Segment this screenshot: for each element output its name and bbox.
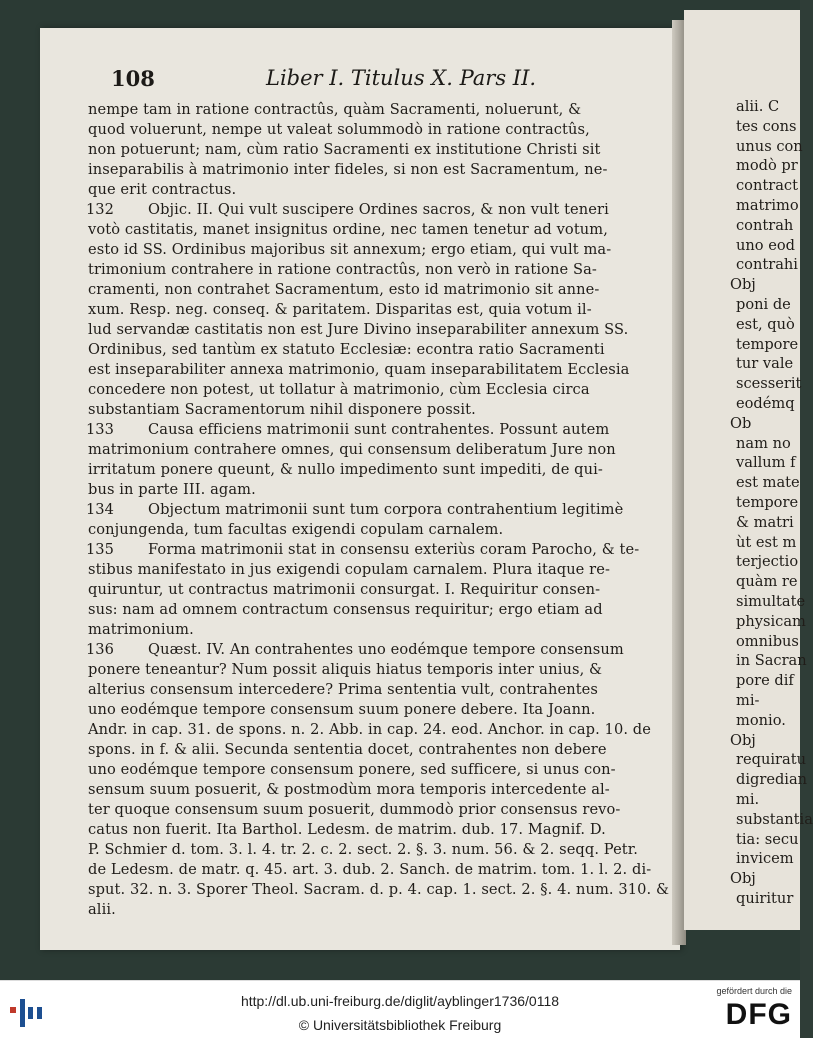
text-line: Objic. II. Qui vult suscipere Ordines sacros, & non vult teneri bbox=[148, 201, 609, 218]
page-header bbox=[76, 66, 676, 96]
right-text-line: ùt est m bbox=[736, 533, 797, 551]
right-text-line: digredian bbox=[736, 771, 808, 789]
text-line: substantiam Sacramentorum nihil disponere possit. bbox=[88, 401, 476, 418]
right-text-line: unus con bbox=[736, 137, 803, 155]
right-text-line: & matri bbox=[736, 513, 794, 531]
right-text-line: contrahi bbox=[736, 256, 798, 274]
text-line: lud servandæ castitatis non est Jure Divino inseparabiliter annexum SS. bbox=[88, 321, 629, 338]
right-text-line: est, quò bbox=[736, 315, 795, 333]
right-text-line: contract bbox=[736, 177, 798, 195]
right-text-line: matrimo bbox=[736, 197, 799, 214]
text-line: uno eodémque tempore consensum ponere, sed sufficere, si unus con- bbox=[88, 761, 616, 778]
paragraph-number: 136 bbox=[86, 641, 114, 658]
text-line: catus non fuerit. Ita Barthol. Ledesm. de matrim. dub. 17. Magnif. D. bbox=[88, 821, 606, 838]
text-line: conjungenda, tum facultas exigendi copulam carnalem. bbox=[88, 521, 504, 538]
right-text-line: substantia bbox=[736, 810, 813, 828]
right-text-line: monio. bbox=[736, 711, 786, 729]
right-text-line: pore dif bbox=[736, 672, 794, 690]
right-text-line: requiratu bbox=[736, 751, 806, 769]
right-text-line: quàm re bbox=[736, 573, 798, 591]
right-text-line: alii. C bbox=[736, 98, 780, 115]
text-line: P. Schmier d. tom. 3. l. 4. tr. 2. c. 2. sect. 2. §. 3. num. 56. & 2. seqq. Petr. bbox=[88, 841, 638, 858]
text-line: sput. 32. n. 3. Sporer Theol. Sacram. d. p. 4. cap. 1. sect. 2. §. 4. num. 310. & bbox=[88, 881, 670, 898]
right-text-line: tempore bbox=[736, 335, 799, 353]
text-line: de Ledesm. de matr. q. 45. art. 3. dub. 2. Sanch. de matrim. tom. 1. l. 2. di- bbox=[88, 861, 652, 878]
text-line: Andr. in cap. 31. de spons. n. 2. Abb. in cap. 24. eod. Anchor. in cap. 10. de bbox=[88, 721, 651, 738]
right-text-line: Obj bbox=[730, 276, 756, 294]
text-line: stibus manifestato in jus exigendi copulam carnalem. Plura itaque re- bbox=[88, 561, 611, 578]
right-text-line: simultate bbox=[736, 593, 806, 610]
text-line: matrimonium contrahere omnes, qui consensum deliberatum Jure non bbox=[88, 441, 616, 458]
text-line: Forma matrimonii stat in consensu exteriùs coram Parocho, & te- bbox=[148, 541, 640, 558]
text-line: concedere non potest, ut tollatur à matrimonio, cùm Ecclesia circa bbox=[88, 381, 590, 398]
funder-label: gefördert durch die bbox=[716, 986, 792, 996]
text-line: sensum suum posuerit, & postmodùm mora temporis intercedente al- bbox=[88, 781, 610, 798]
right-text-line: contrah bbox=[736, 216, 794, 234]
text-line: uno eodémque tempore consensum suum ponere debere. Ita Joann. bbox=[88, 701, 596, 718]
right-text-line: scesserit bbox=[736, 375, 802, 393]
right-text-line: vallum f bbox=[736, 454, 796, 472]
text-line: ponere teneantur? Num possit aliquis hiatus temporis inter unius, & bbox=[88, 661, 603, 678]
text-line: trimonium contrahere in ratione contractûs, non verò in ratione Sa- bbox=[88, 261, 597, 278]
right-page bbox=[684, 10, 813, 930]
text-line: cramenti, non contrahet Sacramentum, esto id matrimonio sit anne- bbox=[88, 281, 600, 298]
right-text-line: terjectio bbox=[736, 553, 799, 571]
right-text-line: mi- bbox=[736, 692, 760, 709]
text-line: non potuerunt; nam, cùm ratio Sacramenti ex institutione Christi sit bbox=[88, 141, 601, 158]
text-line: bus in parte III. agam. bbox=[88, 481, 256, 498]
text-line: Objectum matrimonii sunt tum corpora contrahentium legitimè bbox=[148, 501, 624, 518]
text-line: que erit contractus. bbox=[88, 181, 237, 198]
running-title: Liber I. Titulus X. Pars II. bbox=[266, 66, 537, 90]
text-line: Quæst. IV. An contrahentes uno eodémque tempore consensum bbox=[148, 641, 624, 658]
right-text-line: Obj bbox=[730, 870, 756, 888]
right-text-line: tur vale bbox=[736, 355, 794, 373]
right-text-line: est mate bbox=[736, 474, 800, 492]
text-line: Ordinibus, sed tantùm ex statuto Ecclesiæ: econtra ratio Sacramenti bbox=[88, 341, 605, 358]
right-text-line: mi. bbox=[736, 791, 760, 808]
text-line: est inseparabiliter annexa matrimonio, quam inseparabilitatem Ecclesia bbox=[88, 361, 630, 378]
permalink[interactable]: http://dl.ub.uni-freiburg.de/diglit/ayblinger1736/0118 bbox=[240, 993, 560, 1009]
text-line: esto id SS. Ordinibus majoribus sit annexum; ergo etiam, qui vult ma- bbox=[88, 241, 612, 258]
paragraph-number: 133 bbox=[86, 421, 114, 438]
right-text-line: quiritur bbox=[736, 890, 794, 907]
text-line: quod voluerunt, nempe ut valeat solummodò in ratione contractûs, bbox=[88, 121, 590, 138]
right-text-line: nam no bbox=[736, 434, 791, 452]
right-text-line: poni de bbox=[736, 296, 791, 313]
page-number: 108 bbox=[111, 66, 155, 91]
text-line: matrimonium. bbox=[88, 621, 194, 638]
text-line: Causa efficiens matrimonii sunt contrahentes. Possunt autem bbox=[148, 421, 610, 438]
text-line: nempe tam in ratione contractûs, quàm Sacramenti, noluerunt, & bbox=[88, 101, 582, 118]
text-line: ter quoque consensum suum posuerit, dummodò prior consensus revo- bbox=[88, 801, 621, 818]
text-line: votò castitatis, manet insignitus ordine, nec tamen tenetur ad votum, bbox=[88, 221, 608, 238]
right-text-line: modò pr bbox=[736, 157, 798, 175]
text-line: irritatum ponere queunt, & nullo impedimento sunt impediti, de qui- bbox=[88, 461, 603, 478]
right-text-line: tes cons bbox=[736, 117, 797, 135]
paragraph-number: 132 bbox=[86, 201, 114, 218]
text-line: alterius consensum intercedere? Prima sententia vult, contrahentes bbox=[88, 681, 599, 698]
viewer-footer bbox=[0, 980, 800, 1038]
right-text-line: uno eod bbox=[736, 236, 795, 254]
right-text-line: eodémq bbox=[736, 395, 795, 412]
text-line: quiruntur, ut contractus matrimonii consurgat. I. Requiritur consen- bbox=[88, 581, 601, 598]
right-text-line: Obj bbox=[730, 731, 756, 749]
paragraph-number: 134 bbox=[86, 501, 114, 518]
text-line: sus: nam ad omnem contractum consensus requiritur; ergo etiam ad bbox=[88, 601, 603, 618]
right-text-line: omnibus bbox=[736, 632, 799, 650]
right-text-line: tempore bbox=[736, 494, 799, 511]
right-text-line: in Sacran bbox=[736, 652, 807, 670]
copyright-notice: © Universitätsbibliothek Freiburg bbox=[298, 1017, 502, 1033]
right-text-line: tia: secu bbox=[736, 830, 799, 848]
right-text-line: Ob bbox=[730, 414, 752, 432]
text-line: inseparabilis à matrimonio inter fideles, si non est Sacramentum, ne- bbox=[88, 161, 608, 178]
right-text-line: invicem bbox=[736, 850, 794, 868]
text-line: alii. bbox=[88, 901, 116, 918]
paragraph-number: 135 bbox=[86, 541, 114, 558]
text-line: spons. in f. & alii. Secunda sententia docet, contrahentes non debere bbox=[88, 741, 607, 758]
text-line: xum. Resp. neg. conseq. & paritatem. Disparitas est, quia votum il- bbox=[88, 301, 592, 318]
funder-logo: DFG bbox=[725, 998, 792, 1031]
right-text-line: physicam bbox=[736, 612, 806, 630]
